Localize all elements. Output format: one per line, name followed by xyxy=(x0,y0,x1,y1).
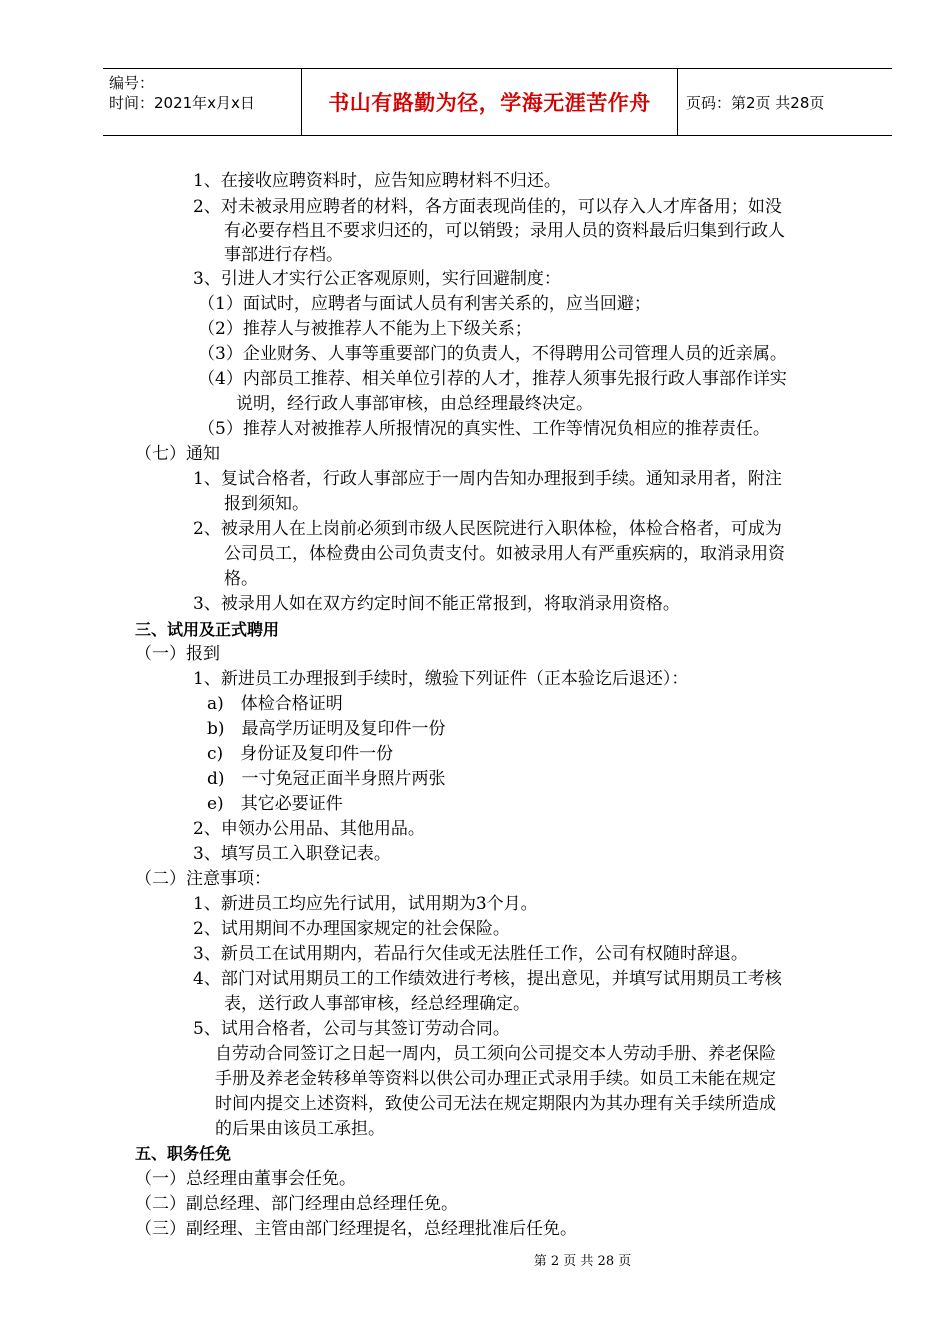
paragraph-line: （二）副总经理、部门经理由总经理任免。 xyxy=(135,1194,458,1214)
paragraph-line: 1、在接收应聘资料时，应告知应聘材料不归还。 xyxy=(193,171,561,191)
paragraph-line: 3、引进人才实行公正客观原则，实行回避制度： xyxy=(193,269,561,289)
section-heading: （七）通知 xyxy=(135,444,220,464)
paragraph-line: 2、申领办公用品、其他用品。 xyxy=(193,819,425,839)
paragraph-line: 5、试用合格者，公司与其签订劳动合同。 xyxy=(193,1019,510,1039)
paragraph-line: 事部进行存档。 xyxy=(224,245,343,265)
paragraph-line: 2、被录用人在上岗前必须到市级人民医院进行入职体检，体检合格者，可成为 xyxy=(193,519,782,539)
paragraph-line: （5）推荐人对被推荐人所报情况的真实性、工作等情况负相应的推荐责任。 xyxy=(198,419,770,439)
paragraph-line: 表，送行政人事部审核，经总经理确定。 xyxy=(224,994,530,1014)
paragraph-line: 格。 xyxy=(224,569,258,589)
section-heading: （一）报到 xyxy=(135,644,220,664)
paragraph-line: （2）推荐人与被推荐人不能为上下级关系； xyxy=(198,319,532,339)
paragraph-line: 1、复试合格者，行政人事部应于一周内告知办理报到手续。通知录用者，附注 xyxy=(193,469,782,489)
list-item: d) 一寸免冠正面半身照片两张 xyxy=(207,769,446,789)
paragraph-line: 的后果由该员工承担。 xyxy=(215,1119,385,1139)
page-header xyxy=(103,68,892,136)
header-page-code: 页码：第2页 共28页 xyxy=(686,93,825,112)
paragraph-line: 2、对未被录用应聘者的材料，各方面表现尚佳的，可以存入人才库备用；如没 xyxy=(193,197,782,217)
time-label: 时间：2021年x月x日 xyxy=(109,94,255,112)
paragraph-line: （一）总经理由董事会任免。 xyxy=(135,1169,356,1189)
paragraph-line: 3、填写员工入职登记表。 xyxy=(193,844,391,864)
chapter-heading: 三、试用及正式聘用 xyxy=(135,620,280,639)
header-motto: 书山有路勤为径，学海无涯苦作舟 xyxy=(302,69,678,135)
list-item: e) 其它必要证件 xyxy=(207,794,343,814)
paragraph-line: 说明，经行政人事部审核，由总经理最终决定。 xyxy=(236,394,593,414)
list-item: a) 体检合格证明 xyxy=(207,694,343,714)
paragraph-line: 有必要存档且不要求归还的，可以销毁；录用人员的资料最后归集到行政人 xyxy=(224,221,785,241)
footer-page-number: 第 2 页 共 28 页 xyxy=(533,1254,632,1269)
paragraph-line: 2、试用期间不办理国家规定的社会保险。 xyxy=(193,919,510,939)
paragraph-line: （3）企业财务、人事等重要部门的负责人，不得聘用公司管理人员的近亲属。 xyxy=(198,344,787,364)
section-heading: （二）注意事项： xyxy=(135,869,271,889)
paragraph-line: 4、部门对试用期员工的工作绩效进行考核，提出意见，并填写试用期员工考核 xyxy=(193,969,782,989)
paragraph-line: 报到须知。 xyxy=(224,494,309,514)
paragraph-line: 自劳动合同签订之日起一周内，员工须向公司提交本人劳动手册、养老保险 xyxy=(215,1044,776,1064)
header-info xyxy=(103,69,302,135)
paragraph-line: 公司员工，体检费由公司负责支付。如被录用人有严重疾病的，取消录用资 xyxy=(224,544,785,564)
list-item: b) 最高学历证明及复印件一份 xyxy=(207,719,446,739)
paragraph-line: 3、新员工在试用期内，若品行欠佳或无法胜任工作，公司有权随时辞退。 xyxy=(193,944,748,964)
paragraph-line: （4）内部员工推荐、相关单位引荐的人才，推荐人须事先报行政人事部作详实 xyxy=(198,369,787,389)
paragraph-line: （三）副经理、主管由部门经理提名，总经理批准后任免。 xyxy=(135,1219,577,1239)
paragraph-line: 时间内提交上述资料，致使公司无法在规定期限内为其办理有关手续所造成 xyxy=(215,1094,776,1114)
number-label: 编号： xyxy=(109,74,155,92)
paragraph-line: 3、被录用人如在双方约定时间不能正常报到，将取消录用资格。 xyxy=(193,594,680,614)
paragraph-line: 1、新进员工办理报到手续时，缴验下列证件（正本验讫后退还）： xyxy=(193,669,689,689)
paragraph-line: 1、新进员工均应先行试用，试用期为3个月。 xyxy=(193,894,538,914)
page-footer xyxy=(0,1250,950,1269)
paragraph-line: 手册及养老金转移单等资料以供公司办理正式录用手续。如员工未能在规定 xyxy=(215,1069,776,1089)
list-item: c) 身份证及复印件一份 xyxy=(207,744,394,764)
paragraph-line: （1）面试时，应聘者与面试人员有利害关系的，应当回避； xyxy=(198,294,651,314)
chapter-heading: 五、职务任免 xyxy=(135,1144,232,1163)
